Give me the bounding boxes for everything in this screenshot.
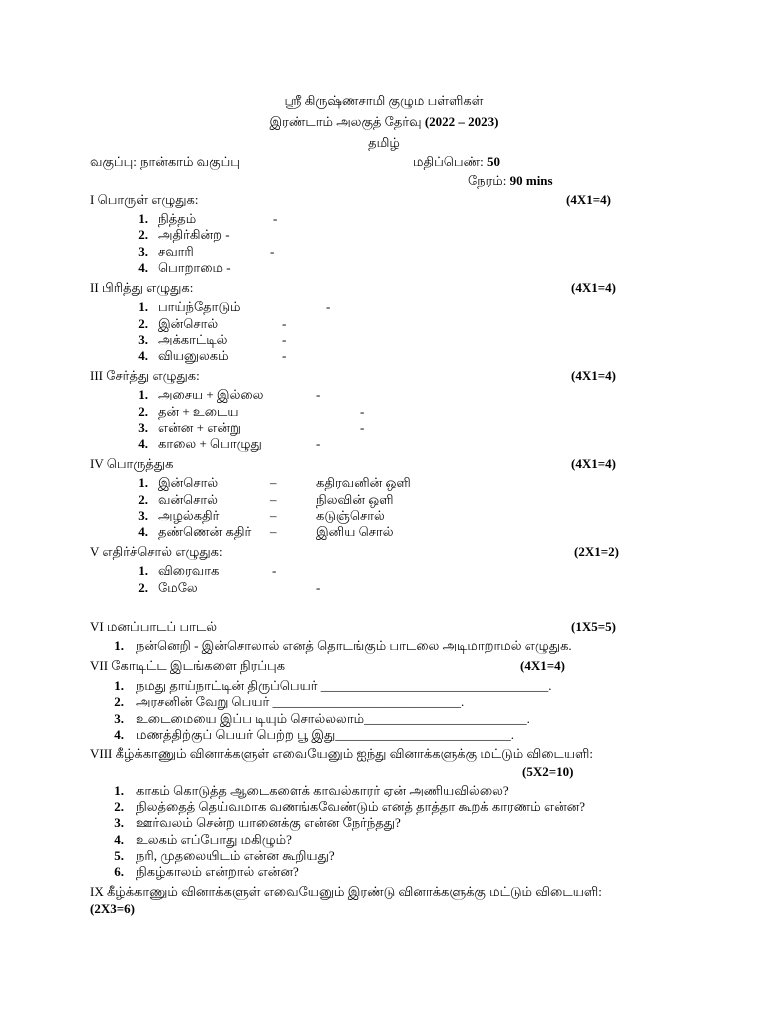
item-number: 3. <box>138 332 148 347</box>
match-right: கதிரவனின் ஒளி <box>316 475 411 490</box>
section-5-item: விரைவாக <box>158 563 220 578</box>
answer-dash: - <box>316 387 321 402</box>
section-2-item: இன்சொல் <box>158 316 219 331</box>
section-5-item: மேலே <box>158 580 198 595</box>
section-6-marks: (1X5=5) <box>571 619 616 634</box>
match-right: நிலவின் ஒளி <box>316 492 394 507</box>
item-number: 2. <box>138 404 148 419</box>
match-right: இனிய சொல் <box>316 524 394 539</box>
match-left: தண்ணென் கதிர் <box>158 524 252 539</box>
item-number: 4. <box>138 348 148 363</box>
match-separator: – <box>270 508 277 523</box>
fill-blank-item: அரசனின் வேறு பெயர் _____________________________. <box>136 694 465 709</box>
section-1-item: பொறாமை - <box>158 260 231 275</box>
section-1-item: நித்தம் <box>158 211 197 226</box>
item-number: 4. <box>114 832 124 847</box>
match-separator: – <box>270 492 277 507</box>
section-2-marks: (4X1=4) <box>571 280 616 295</box>
section-3-item: என்ன + என்று <box>158 420 241 435</box>
item-number: 2. <box>138 492 148 507</box>
time-info <box>468 173 553 189</box>
section-3-marks: (4X1=4) <box>571 368 616 383</box>
section-9-title: IX கீழ்க்காணும் வினாக்களுள் எவையேனும் இரண்டு வினாக்களுக்கு மட்டும் விடையளி: <box>90 884 602 899</box>
fill-blank-item: நமது தாய்நாட்டின் திருப்பெயர் ___________________________________. <box>136 678 552 693</box>
section-8-title: VIII கீழ்க்காணும் வினாக்களுள் எவையேனும் ஐந்து வினாக்களுக்கு மட்டும் விடையளி: <box>90 746 594 761</box>
question-item: உலகம் எப்போது மகிழும்? <box>136 832 292 847</box>
item-number: 3. <box>114 711 124 726</box>
item-number: 1. <box>114 678 124 693</box>
section-2-item: அக்காட்டில் <box>158 332 228 347</box>
item-number: 4. <box>114 727 124 742</box>
answer-dash: - <box>360 420 365 435</box>
match-left: அழல்கதிர் <box>158 508 220 523</box>
exam-title <box>0 114 768 130</box>
time-label: நேரம்: <box>468 173 510 188</box>
answer-dash: - <box>282 332 287 347</box>
item-number: 1. <box>138 475 148 490</box>
answer-dash: - <box>273 211 278 226</box>
section-7-marks: (4X1=4) <box>520 658 565 673</box>
fill-blank-item: மணத்திற்குப் பெயர் பெற்ற பூ இது___________________________. <box>136 727 515 742</box>
answer-dash: - <box>326 299 331 314</box>
item-number: 3. <box>138 244 148 259</box>
item-number: 1. <box>138 387 148 402</box>
answer-dash: - <box>316 580 321 595</box>
item-number: 4. <box>138 524 148 539</box>
question-item: ஊர்வலம் சென்ற யானைக்கு என்ன நேர்ந்தது? <box>136 815 401 830</box>
item-number: 3. <box>138 508 148 523</box>
section-8-marks: (5X2=10) <box>522 764 574 779</box>
match-separator: – <box>270 524 277 539</box>
section-9-marks: (2X3=6) <box>90 901 135 916</box>
time-value: 90 mins <box>509 173 553 188</box>
question-item: நரி, முதலையிடம் என்ன கூறியது? <box>136 848 335 863</box>
answer-dash: - <box>270 244 275 259</box>
exam-year: (2022 – 2023) <box>424 114 499 129</box>
school-name: ஸ்ரீ கிருஷ்ணசாமி குழும பள்ளிகள் <box>284 93 484 108</box>
match-separator: – <box>270 475 277 490</box>
item-number: 3. <box>114 815 124 830</box>
question-item: காகம் கொடுத்த ஆடைகளைக் காவல்காரர் ஏன் அணியவில்லை? <box>136 783 509 798</box>
subject-title: தமிழ் <box>368 135 400 150</box>
match-right: கடுஞ்சொல் <box>316 508 385 523</box>
item-number: 1. <box>138 563 148 578</box>
question-item: நிகழ்காலம் என்றால் என்ன? <box>136 864 299 879</box>
section-5-title: V எதிர்ச்சொல் எழுதுக: <box>90 544 223 559</box>
item-number: 6. <box>114 864 124 879</box>
question-item: நிலத்தைத் தெய்வமாக வணங்கவேண்டும் எனத் தாத்தா கூறக் காரணம் என்ன? <box>136 799 586 814</box>
item-number: 2. <box>138 316 148 331</box>
marks-value: 50 <box>486 154 500 169</box>
answer-dash: - <box>360 404 365 419</box>
marks-label: மதிப்பெண்: <box>413 154 487 169</box>
marks-info <box>413 154 500 170</box>
answer-dash: - <box>316 436 321 451</box>
item-number: 5. <box>114 848 124 863</box>
section-1-marks: (4X1=4) <box>566 192 611 207</box>
section-3-item: காலை + பொழுது <box>158 436 262 451</box>
item-number: 4. <box>138 436 148 451</box>
section-7-title: VII கோடிட்ட இடங்களை நிரப்புக <box>90 658 286 673</box>
section-1-item: சவாரி <box>158 244 194 259</box>
item-number: 2. <box>114 799 124 814</box>
item-number: 1. <box>138 211 148 226</box>
answer-dash: - <box>282 348 287 363</box>
item-number: 3. <box>138 420 148 435</box>
section-1-title: I பொருள் எழுதுக: <box>90 192 199 207</box>
item-number: 2. <box>114 694 124 709</box>
section-1-item: அதிர்கின்ற - <box>158 227 230 242</box>
item-number: 2. <box>138 580 148 595</box>
match-left: வன்சொல் <box>158 492 218 507</box>
answer-dash: - <box>282 316 287 331</box>
exam-name: இரண்டாம் அலகுத் தேர்வு <box>269 114 425 129</box>
section-4-title: IV பொருத்துக <box>90 456 174 471</box>
section-5-marks: (2X1=2) <box>574 544 619 559</box>
item-number: 1. <box>138 299 148 314</box>
item-number: 2. <box>138 227 148 242</box>
fill-blank-item: உடைமையை இப்ப டியும் சொல்லலாம்_________________________. <box>136 711 530 726</box>
section-2-item: பாய்ந்தோடும் <box>158 299 241 314</box>
section-3-title: III சேர்த்து எழுதுக: <box>90 368 200 383</box>
answer-dash: - <box>272 563 277 578</box>
section-2-title: II பிரித்து எழுதுக: <box>90 280 194 295</box>
section-3-item: தன் + உடைய <box>158 404 239 419</box>
match-left: இன்சொல் <box>158 475 219 490</box>
item-number: 4. <box>138 260 148 275</box>
section-4-marks: (4X1=4) <box>571 456 616 471</box>
section-6-item: நன்னெறி - இன்சொலால் எனத் தொடங்கும் பாடலை அடிமாறாமல் எழுதுக. <box>136 638 572 653</box>
item-number: 1. <box>114 638 124 653</box>
class-label: வகுப்பு: நான்காம் வகுப்பு <box>90 154 240 169</box>
section-3-item: அசைய + இல்லை <box>158 387 264 402</box>
item-number: 1. <box>114 783 124 798</box>
section-2-item: வியனுலகம் <box>158 348 229 363</box>
section-6-title: VI மனப்பாடப் பாடல் <box>90 619 218 634</box>
